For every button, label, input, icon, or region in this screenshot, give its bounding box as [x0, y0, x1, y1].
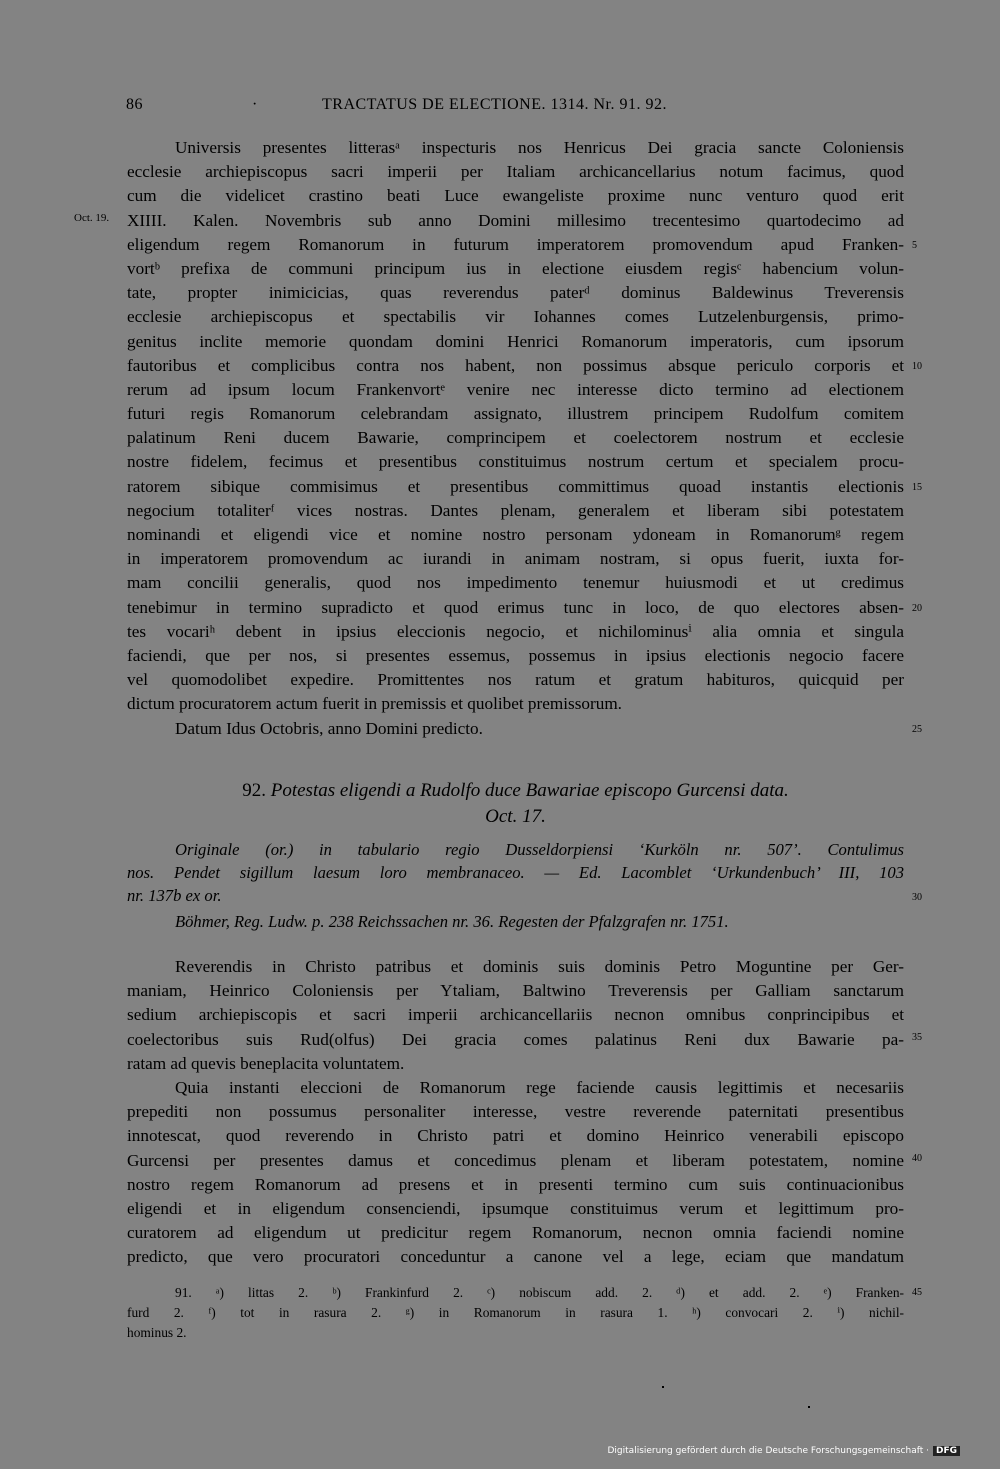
doc92-date: Oct. 17.: [485, 806, 546, 827]
text-line: palatinum Reni ducem Bawarie, comprincipem et coelectorem nostrum et ecclesie: [127, 428, 904, 448]
text-line: tate, propter inimicicias, quas reverendus paterᵈ dominus Baldewinus Treverensis: [127, 283, 904, 303]
text-line: dictum procuratorem actum fuerit in premissis et quolibet premissorum.: [127, 694, 622, 714]
text-line: eligendum regem Romanorum in futurum imperatorem promovendum apud Franken-: [127, 234, 904, 254]
doc92-date-line: [127, 806, 904, 828]
line-number: 35: [912, 1032, 922, 1043]
text-line: ecclesie archiepiscopus sacri imperii per Italiam archicancellarius notum facimus, quod: [127, 162, 904, 182]
text-line: ratorem sibique commisimus et presentibus committimus quoad instantis electionis: [127, 476, 904, 496]
text-line: predicto, que vero procuratori conceduntur a canone vel a lege, eciam que mandatum: [127, 1247, 904, 1267]
text-line: Datum Idus Octobris, anno Domini predicto.: [175, 718, 483, 738]
text-line: tenebimur in termino supradicto et quod erimus tunc in loco, de quo electores absen-: [127, 597, 904, 617]
doc92-regest: [127, 910, 904, 933]
source-line: nos. Pendet sigillum laesum loro membranaceo. — Ed. Lacomblet ‘Urkundenbuch’ III, 103: [127, 863, 904, 882]
text-line: negocium totaliterᶠ vices nostras. Dantes plenam, generalem et liberam sibi potestatem: [127, 500, 904, 520]
text-line: innotescat, quod reverendo in Christo patri et domino Heinrico venerabili episcopo: [127, 1126, 904, 1146]
text-line: Gurcensi per presentes damus et concedimus plenam et liberam potestatem, nomine: [127, 1150, 904, 1170]
text-line: curatorem ad eligendum ut predicitur regem Romanorum, necnon omnia faciendi nomine: [127, 1223, 904, 1243]
text-line: tes vocariʰ debent in ipsius eleccionis negocio, et nichilominusⁱ alia omnia et singula: [127, 621, 904, 641]
doc92-number: 92.: [242, 780, 266, 801]
text-line: in imperatorem promovendum ac iurandi in animam nostram, si opus fuerit, iuxta for-: [127, 549, 904, 569]
text-line: vel quomodolibet expedire. Promittentes nos ratum et gratum habituros, quicquid per: [127, 670, 904, 690]
dfg-logo: DFG: [933, 1446, 960, 1456]
regest-line: Böhmer, Reg. Ludw. p. 238 Reichssachen nr. 36. Regesten der Pfalzgrafen nr. 1751.: [175, 912, 729, 931]
line-number: 30: [912, 892, 922, 903]
text-line: fautoribus et complicibus contra nos habent, non possimus absque periculo corporis et: [127, 355, 904, 375]
running-title: TRACTATUS DE ELECTIONE. 1314. Nr. 91. 92.: [322, 96, 667, 113]
text-line: sedium archiepiscopis et sacri imperii archicancellariis necnon omnibus conprincipibus et: [127, 1005, 904, 1025]
text-line: eligendi et in eligendum consenciendi, ipsumque constituimus verum et legittimum pro-: [127, 1198, 904, 1218]
doc92-title: Potestas eligendi a Rudolfo duce Bawariae episcopo Gurcensi data.: [270, 780, 789, 801]
text-line: faciendi, que per nos, si presentes essemus, possemus in ipsius electionis negocio facere: [127, 645, 904, 665]
text-line: vortᵇ prefixa de communi principum ius in electione eiusdem regisᶜ habencium volun-: [127, 258, 904, 278]
text-line: nominandi et eligendi vice et nomine nostro personam ydoneam in Romanorumᵍ regem: [127, 525, 904, 544]
text-line: nostro regem Romanorum ad presens et in presenti termino cum suis continuacionibus: [127, 1174, 904, 1194]
text-line: Quia instanti eleccioni de Romanorum rege faciende causis legittimis et necesariis: [175, 1077, 904, 1097]
line-number: 25: [912, 724, 922, 735]
text-line: rerum ad ipsum locum Frankenvortᵉ venire nec interesse dicto termino ad electionem: [127, 379, 904, 399]
line-number: 20: [912, 603, 922, 614]
scan-speck: [662, 1386, 664, 1388]
text-line: genitus inclite memorie quondam domini Henrici Romanorum imperatoris, cum ipsorum: [127, 331, 904, 351]
text-line: ratam ad quevis beneplacita voluntatem.: [127, 1053, 405, 1073]
text-line: futuri regis Romanorum celebrandam assignato, illustrem principem Rudolfum comitem: [127, 404, 904, 424]
text-line: Universis presentes litterasᵃ inspecturis nos Henricus Dei gracia sancte Coloniensis: [175, 138, 904, 157]
text-line: Reverendis in Christo patribus et dominis suis dominis Petro Moguntine per Ger-: [175, 957, 904, 976]
line-number: 45: [912, 1287, 922, 1298]
footnotes: [127, 1283, 904, 1343]
line-number: 10: [912, 361, 922, 372]
source-line: nr. 137b ex or.: [127, 886, 222, 905]
text-line: maniam, Heinrico Coloniensis per Ytaliam, Baltwino Treverensis per Galliam sanctarum: [127, 981, 904, 1001]
text-line: XIIII. Kalen. Novembris sub anno Domini millesimo trecentesimo quartodecimo ad: [127, 210, 904, 230]
text-line: cum die videlicet crastino beati Luce ewangeliste proxime nunc venturo quod erit: [127, 186, 904, 206]
digitization-credit: [608, 1446, 961, 1456]
line-number: 5: [912, 240, 917, 251]
page-number: 86: [126, 96, 143, 113]
source-line: Originale (or.) in tabulario regio Dusseldorpiensi ‘Kurköln nr. 507’. Contulimus: [175, 840, 904, 859]
credit-text: Digitalisierung gefördert durch die Deutsche Forschungsgemeinschaft ·: [607, 1446, 929, 1456]
text-line: prepediti non possumus personaliter interesse, vestre reverende paternitati presentibus: [127, 1102, 904, 1122]
text-line: mam concilii generalis, quod nos impedimento tenemur huiusmodi et ut credimus: [127, 573, 904, 593]
header-dot: ·: [252, 96, 258, 113]
doc92-text: [127, 955, 904, 1269]
margin-date: Oct. 19.: [74, 212, 110, 224]
line-number: 40: [912, 1153, 922, 1164]
doc92-heading: [127, 780, 904, 802]
text-line: ecclesie archiepiscopus et spectabilis vir Iohannes comes Lutzelenburgensis, primo-: [127, 307, 904, 327]
text-line: nostre fidelem, fecimus et presentibus constituimus nostrum certum et specialem procu-: [127, 452, 904, 472]
footnote-line: furd 2. ᶠ) tot in rasura 2. ᵍ) in Romanorum in rasura 1. ʰ) convocari 2. ⁱ) nichil-: [127, 1305, 904, 1320]
footnote-line: 91. ᵃ) littas 2. ᵇ) Frankinfurd 2. ᶜ) nobiscum add. 2. ᵈ) et add. 2. ᵉ) Franken-: [175, 1285, 904, 1300]
text-line: coelectoribus suis Rud(olfus) Dei gracia comes palatinus Reni dux Bawarie pa-: [127, 1029, 904, 1049]
scan-speck: [808, 1406, 810, 1408]
doc91-text: [127, 136, 904, 741]
doc92-source: [127, 838, 904, 907]
line-number: 15: [912, 482, 922, 493]
footnote-line: hominus 2.: [127, 1325, 187, 1340]
